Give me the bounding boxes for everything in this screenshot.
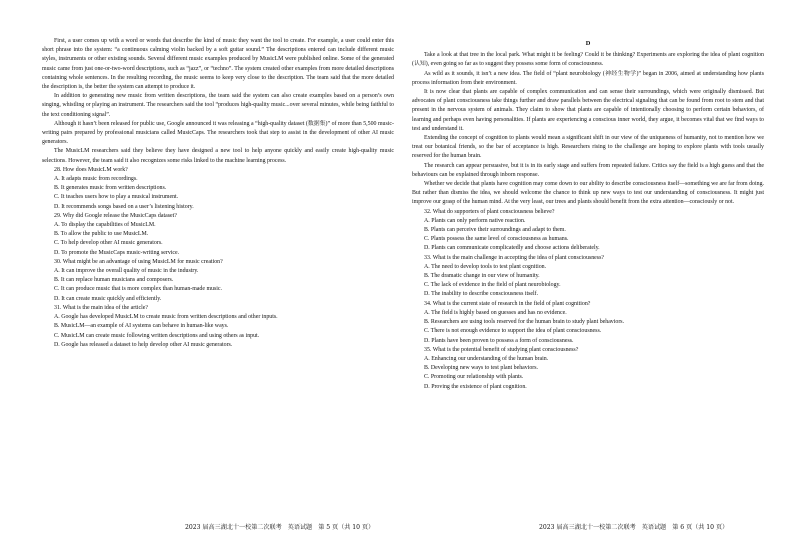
question-stem: 31. What is the main idea of the article? bbox=[54, 304, 148, 311]
option-c: C. MusicLM can create music following written descriptions and using others as input. bbox=[54, 332, 260, 339]
option-d: D. It can create music quickly and efficiently. bbox=[54, 295, 162, 302]
question-30 bbox=[42, 258, 394, 304]
passage-paragraph: It is now clear that plants are capable of complex communication and can sense their surroundings, which were originally dismissed. But advocates of plant consciousness take things further and draw parallels between the electrical signaling that can be found from root to stem and that present in the nervous system of animals. They claim to show that plants are capable of intentionally choosing to perform certain behaviors, of learning and perhaps even having personalities. If plants are experiencing a conscious inner world, they argue, it becomes vital that we find ways to test and understand it. bbox=[412, 89, 764, 132]
question-stem: 28. How does MusicLM work? bbox=[54, 166, 128, 173]
option-b: B. MusicLM—an example of AI systems can behave in human-like ways. bbox=[54, 323, 229, 330]
option-b: B. Researchers are using tools reserved for the human brain to study plant behaviors. bbox=[424, 319, 625, 326]
section-title: D bbox=[585, 40, 591, 47]
question-32 bbox=[412, 208, 764, 254]
question-stem: 33. What is the main challenge in accepting the idea of plant consciousness? bbox=[424, 254, 604, 261]
question-stem: 35. What is the potential benefit of studying plant consciousness? bbox=[424, 346, 579, 353]
passage-paragraph: Take a look at that tree in the local park. What might it be feeling? Could it be thinking? Experiments are exploring the idea of plant cognition (认知), even going so far as to suggest they possess some form of consciousness. bbox=[412, 52, 764, 68]
option-a: A. Google has developed MusicLM to create music from written descriptions and other inputs. bbox=[54, 314, 278, 321]
question-31 bbox=[42, 304, 394, 350]
passage-paragraph: Extending the concept of cognition to plants would mean a significant shift in our view of the uniqueness of humanity, not to mention how we treat our botanical friends, so the bar of acceptance is high. Researchers rising to the challenge are hoping to explore plants with tools usually reserved for the human brain. bbox=[412, 135, 764, 160]
option-b: B. It can replace human musicians and composers. bbox=[54, 277, 174, 284]
option-a: A. Enhancing our understanding of the human brain. bbox=[424, 355, 549, 362]
option-c: C. There is not enough evidence to support the idea of plant consciousness. bbox=[424, 328, 602, 335]
question-stem: 34. What is the current state of research in the field of plant cognition? bbox=[424, 300, 591, 307]
passage-paragraph: First, a user comes up with a word or words that describe the kind of music they want the tool to create. For example, a user could enter this short phrase into the system: “a continuous calming violin backed by a soft guitar sound.” The descriptions entered can include different music styles, instruments or other existing sounds. Several different music examples produced by MusicLM were published online. Some of the generated music came from just one-or-two-word descriptions, such as “jazz”, or “techno”. The system created other examples from more detailed descriptions containing whole sentences. In the resulting recording, the music seems to keep very close to the description. The team said that the more detailed the description is, the better the system can attempt to produce it. bbox=[42, 38, 394, 91]
option-d: D. Proving the existence of plant cognition. bbox=[424, 383, 527, 390]
option-d: D. Plants have been proven to possess a form of consciousness. bbox=[424, 337, 574, 344]
question-34 bbox=[412, 300, 764, 346]
option-c: C. To help develop other AI music generators. bbox=[54, 240, 163, 247]
question-29 bbox=[42, 212, 394, 258]
option-d: D. To promote the MusicCaps music-writing service. bbox=[54, 249, 180, 256]
passage-paragraph: The MusicLM researchers said they believe they have designed a new tool to help anyone quickly and easily create high-quality music selections. However, the team said it also recognizes some risks linked to the machine learning process. bbox=[42, 148, 394, 164]
passage-paragraph: Although it hasn’t been released for public use, Google announced it was releasing a “high-quality dataset (数据集)” of more than 5,500 music-writing pairs prepared by professional musicians called MusicCaps. The researchers took that step to assist in the development of other AI music generators. bbox=[42, 120, 394, 146]
passage-paragraph: The research can appear persuasive, but it is in its early stage and suffers from repeated failure. Critics say the field is a high guess and that the behaviours can be explained through inborn response. bbox=[412, 162, 764, 178]
option-c: C. Plants possess the same level of consciousness as humans. bbox=[424, 236, 569, 243]
option-b: B. It generates music from written descriptions. bbox=[54, 185, 167, 192]
question-stem: 29. Why did Google release the MusicCaps dataset? bbox=[54, 212, 177, 219]
question-33 bbox=[412, 254, 764, 300]
passage-paragraph: As wild as it sounds, it isn’t a new idea. The field of “plant neurobiology (神经生物学)” began in 2006, aimed at understanding how plants process information from their environment. bbox=[412, 70, 764, 86]
option-a: A. The field is highly based on guesses and has no evidence. bbox=[424, 309, 567, 316]
option-b: B. To allow the public to use MusicLM. bbox=[54, 231, 149, 238]
question-28 bbox=[42, 166, 394, 212]
left-page-column bbox=[42, 37, 394, 350]
option-b: B. Developing new ways to test plant behaviors. bbox=[424, 365, 539, 372]
option-c: C. It can produce music that is more complex than human-made music. bbox=[54, 286, 223, 293]
option-d: D. Google has released a dataset to help develop other AI music generators. bbox=[54, 341, 233, 348]
option-b: B. Plants can perceive their surroundings and adapt to them. bbox=[424, 227, 566, 234]
right-page-column bbox=[412, 37, 764, 392]
option-c: C. Promoting our relationship with plants. bbox=[424, 374, 524, 381]
option-a: A. Plants can only perform native reaction. bbox=[424, 217, 526, 224]
option-a: A. To display the capabilities of MusicLM. bbox=[54, 222, 156, 229]
question-stem: 32. What do supporters of plant consciousness believe? bbox=[424, 208, 555, 215]
question-stem: 30. What might be an advantage of using MusicLM for music creation? bbox=[54, 258, 223, 265]
option-d: D. The inability to describe consciousness itself. bbox=[424, 291, 539, 298]
option-d: D. It recommends songs based on a user’s listening history. bbox=[54, 203, 194, 210]
passage-paragraph: Whether we decide that plants have cognition may come down to our ability to describe consciousness itself—something we are far from doing. But rather than dismiss the idea, we should welcome the chance to think up new ways to test our understanding of consciousness. It might just improve our grasp of the human mind. At the very least, our trees and plants should benefit from the extra attention—consciously or not. bbox=[412, 181, 764, 206]
question-35 bbox=[412, 346, 764, 392]
option-a: A. It adapts music from recordings. bbox=[54, 176, 138, 183]
passage-paragraph: In addition to generating new music from written descriptions, the team said the system can also create examples based on a person’s own singing, whistling or playing an instrument. The researchers said the tool “produces high-quality music...over several minutes, while being faithful to the text conditioning signal”. bbox=[42, 93, 394, 118]
option-b: B. The dramatic change in our view of humanity. bbox=[424, 273, 540, 280]
option-c: C. It teaches users how to play a musical instrument. bbox=[54, 194, 179, 201]
option-d: D. Plants can communicate complicatedly and choose actions deliberately. bbox=[424, 245, 600, 252]
page-footer-left: 2023 届高三湖北十一校第二次联考 英语试题 第 5 页（共 10 页） bbox=[185, 524, 375, 531]
option-a: A. The need to develop tools to test plant cognition. bbox=[424, 263, 547, 270]
option-c: C. The lack of evidence in the field of plant neurobiology. bbox=[424, 282, 561, 289]
option-a: A. It can improve the overall quality of music in the industry. bbox=[54, 268, 199, 275]
page-footer-right: 2023 届高三湖北十一校第二次联考 英语试题 第 6 页（共 10 页） bbox=[539, 524, 729, 531]
